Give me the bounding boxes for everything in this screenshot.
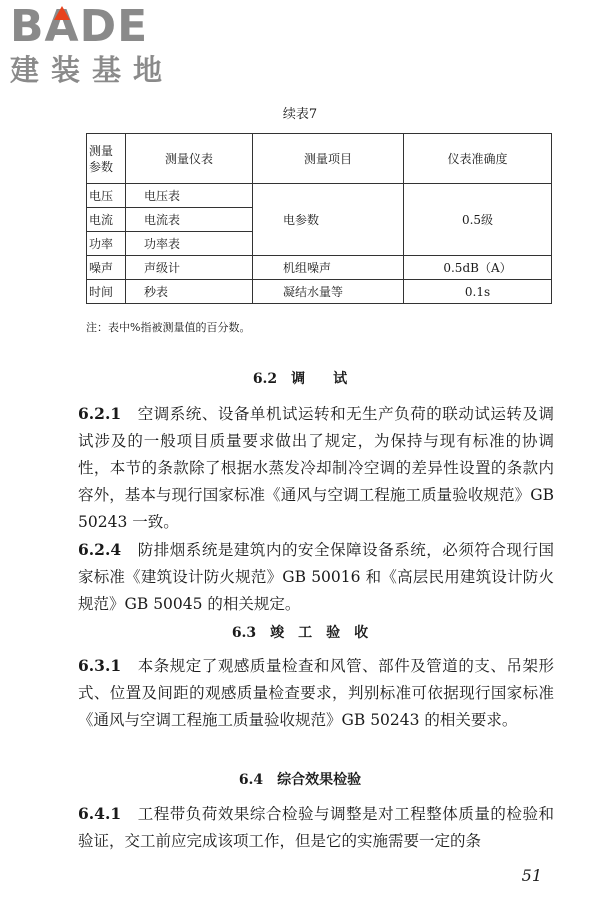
- table-header-cell: 测量项目: [253, 134, 404, 184]
- table-cell: 电流: [87, 208, 126, 232]
- page-number: 51: [521, 866, 542, 885]
- section-heading: 6.4 综合效果检验: [238, 772, 362, 788]
- paragraph: [78, 652, 554, 734]
- table-header-cell: 测量仪表: [126, 134, 253, 184]
- table-header-cell: 仪表准确度: [404, 134, 552, 184]
- clause-number: 6.4.1: [78, 804, 122, 823]
- table-cell: 0.5dB（A）: [404, 256, 552, 280]
- section-heading: 6.2 调 试: [252, 371, 348, 387]
- section-heading: 6.3 竣 工 验 收: [231, 625, 369, 641]
- table-header-cell: 测量参数: [87, 134, 126, 184]
- table-cell: 功率: [87, 232, 126, 256]
- table-row: [87, 184, 552, 208]
- paragraph-text: 本条规定了观感质量检查和风管、部件及管道的支、吊架形式、位置及间距的观感质量检查要求，判别标准可依据现行国家标准《通风与空调工程施工质量验收规范》GB 50243 的相关要求。: [78, 657, 554, 729]
- logo: [10, 1, 180, 88]
- measurement-table: [86, 133, 552, 304]
- logo-letters-de: DE: [79, 1, 149, 52]
- logo-wordmark: [10, 1, 180, 52]
- table-row: [87, 256, 552, 280]
- logo-triangle-icon: [54, 6, 70, 20]
- table-cell: 电压: [87, 184, 126, 208]
- clause-number: 6.2.1: [78, 404, 122, 423]
- paragraph: [78, 800, 554, 855]
- table-row: [87, 280, 552, 304]
- paragraph: [78, 536, 554, 618]
- clause-number: 6.2.4: [78, 540, 122, 559]
- table-cell: 机组噪声: [253, 256, 404, 280]
- paragraph: [78, 400, 554, 536]
- table-cell-merged-accuracy: 0.5级: [404, 184, 552, 256]
- table-cell: 0.1s: [404, 280, 552, 304]
- table-cell: 电流表: [126, 208, 253, 232]
- table-caption: 续表7: [282, 107, 318, 122]
- table-cell: 秒表: [126, 280, 253, 304]
- table-cell-merged-item: 电参数: [253, 184, 404, 256]
- clause-number: 6.3.1: [78, 656, 122, 675]
- paragraph-text: 防排烟系统是建筑内的安全保障设备系统，必须符合现行国家标准《建筑设计防火规范》GB 50016 和《高层民用建筑设计防火规范》GB 50045 的相关规定。: [78, 541, 554, 613]
- table-note: 注：表中%指被测量值的百分数。: [86, 321, 251, 334]
- table-header-row: [87, 134, 552, 184]
- paragraph-text: 工程带负荷效果综合检验与调整是对工程整体质量的检验和验证，交工前应完成该项工作，但是它的实施需要一定的条: [78, 805, 554, 850]
- table-cell: 噪声: [87, 256, 126, 280]
- paragraph-text: 空调系统、设备单机试运转和无生产负荷的联动试运转及调试涉及的一般项目质量要求做出了规定，为保持与现有标准的协调性，本节的条款除了根据水蒸发冷却制冷空调的差异性设置的条款内容外，基本与现行国家标准《通风与空调工程施工质量验收规范》GB 50243 一致。: [78, 405, 554, 531]
- logo-letter-b: B: [10, 1, 45, 52]
- table-cell: 凝结水量等: [253, 280, 404, 304]
- logo-subtitle: 建装基地: [10, 53, 175, 87]
- table-cell: 时间: [87, 280, 126, 304]
- table-cell: 功率表: [126, 232, 253, 256]
- table-cell: 电压表: [126, 184, 253, 208]
- table-cell: 声级计: [126, 256, 253, 280]
- logo-letter-a: A: [44, 1, 80, 52]
